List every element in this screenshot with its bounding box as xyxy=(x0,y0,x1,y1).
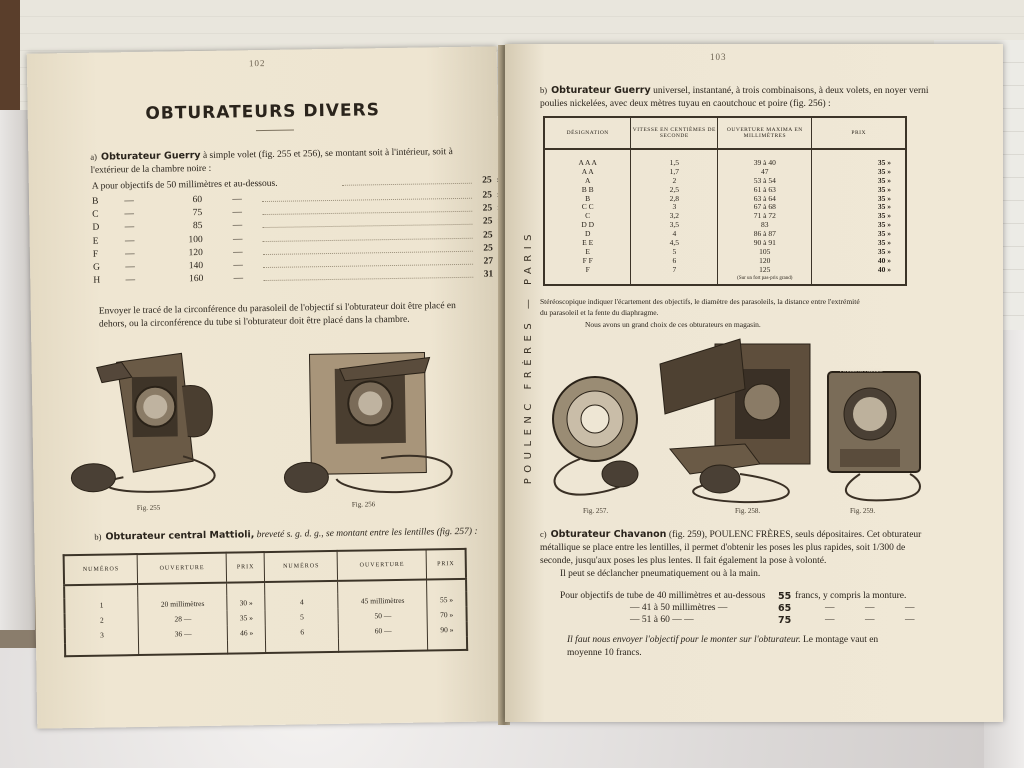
price-row: C — 75 — 25 xyxy=(92,203,493,220)
table-note: (Sur un fort pas-prix grand) xyxy=(718,275,812,285)
table-header-row xyxy=(544,117,906,149)
fig-255-caption: Fig. 255 xyxy=(136,503,161,513)
price-row: D — 85 — 25 xyxy=(92,216,493,234)
table-cell: F xyxy=(544,266,631,275)
table-row xyxy=(544,186,906,195)
table-cell: B B xyxy=(544,186,631,195)
shutter-fig-257-illustration xyxy=(540,374,655,504)
table-cell: 30 » xyxy=(227,595,266,611)
table-cell: 2 xyxy=(65,612,139,628)
guerry-simple-intro: a) Obturateur Guerry à simple volet (fig. 255 et 256), se montant soit à l'intérieur, soit à l'extérieur de la chambre noire : xyxy=(90,147,453,176)
table-cell: 67 à 68 xyxy=(718,203,812,212)
guerry-price-table xyxy=(543,116,907,286)
price-row: A pour objectifs de 50 millimètres et au-dessous. 25 xyxy=(91,175,492,192)
table-cell: B xyxy=(544,195,631,204)
table-cell: 3 xyxy=(631,203,718,212)
table-row xyxy=(544,248,906,257)
table-cell: 53 à 54 xyxy=(718,177,812,186)
fig-259-caption: Fig. 259. xyxy=(850,507,876,515)
fig-256-caption: Fig. 256 xyxy=(351,500,376,509)
price-row: — 41 à 50 millimètres — 65 — — — xyxy=(630,603,915,614)
table-cell: 4 xyxy=(265,594,338,610)
table-cell: A A xyxy=(544,168,631,177)
table-cell: D D xyxy=(544,221,631,230)
fig-258-caption: Fig. 258. xyxy=(735,507,761,515)
table-cell: 61 à 63 xyxy=(718,186,812,195)
table-row xyxy=(544,230,906,239)
table-cell: 4 xyxy=(631,230,718,239)
shutter-fig-258-illustration xyxy=(650,334,820,504)
table-cell: 50 — xyxy=(338,608,427,624)
table-cell: 125 xyxy=(718,266,812,275)
table-cell: 71 à 72 xyxy=(718,212,812,221)
table-cell: F F xyxy=(544,257,631,266)
col-header-ouverture: OUVERTURE MAXIMA EN MILLIMÈTRES xyxy=(718,117,812,149)
table-cell: E E xyxy=(544,239,631,248)
table-cell: 2,5 xyxy=(631,186,718,195)
table-cell: 6 xyxy=(266,624,339,640)
table-cell: 86 à 87 xyxy=(718,230,812,239)
table-cell: 35 » xyxy=(227,610,266,626)
table-cell: 35 » xyxy=(812,239,906,248)
table-cell: 4,5 xyxy=(631,239,718,248)
price-row: G — 140 — 27 xyxy=(93,256,494,273)
stereo-note: Stéréoscopique indiquer l'écartement des objectifs, le diamètre des parasoleils, la distance entre l'extrémité du parasoleil et la fente du diaphragme. xyxy=(540,297,860,317)
table-cell: 39 à 40 xyxy=(718,159,812,168)
table-cell: E xyxy=(544,248,631,257)
table-cell: 6 xyxy=(631,257,718,266)
col-header-designation: DÉSIGNATION xyxy=(544,117,631,149)
table-cell: 90 » xyxy=(427,622,466,638)
table-cell: 36 — xyxy=(139,626,228,642)
table-cell: 120 xyxy=(718,257,812,266)
table-cell: 35 » xyxy=(812,221,906,230)
table-row xyxy=(544,257,906,266)
col-header-vitesse: VITESSE EN CENTIÈMES DE SECONDE xyxy=(631,117,718,149)
table-cell: 35 » xyxy=(812,195,906,204)
col-header-prix: PRIX xyxy=(812,117,906,149)
price-row: Pour objectifs de tube de 40 millimètres et au-dessous 55 francs, y compris la monture. xyxy=(560,591,907,602)
table-cell: C xyxy=(544,212,631,221)
table-cell: 35 » xyxy=(812,248,906,257)
table-cell: 5 xyxy=(265,609,338,625)
table-cell: 45 millimètres xyxy=(338,593,427,609)
table-cell: 60 — xyxy=(339,623,428,639)
table-note-row xyxy=(544,275,906,285)
table-row xyxy=(544,239,906,248)
table-cell: 40 » xyxy=(812,257,906,266)
col-header-ouverture-2: OUVERTURE xyxy=(337,550,426,581)
price-row: — 51 à 60 — — 75 — — — xyxy=(630,615,915,626)
mattioli-intro: b) Obturateur central Mattioli, breveté s. g. d. g., se montant entre les lentilles (fig. 257) : xyxy=(94,526,478,543)
left-page xyxy=(27,46,508,728)
col-header-prix: PRIX xyxy=(226,552,265,583)
table-cell: 7 xyxy=(631,266,718,275)
table-row xyxy=(544,266,906,275)
table-cell: 83 xyxy=(718,221,812,230)
price-row: H — 160 — 31 xyxy=(93,269,494,286)
price-row: E — 100 — 25 xyxy=(92,230,493,247)
table-cell: 55 » xyxy=(427,592,466,608)
table-row xyxy=(544,177,906,186)
table-cell: A A A xyxy=(544,159,631,168)
price-row: B — 60 — 25 xyxy=(91,190,493,207)
table-cell: 35 » xyxy=(812,186,906,195)
price-row: F — 120 — 25 xyxy=(92,243,493,260)
table-cell: 35 » xyxy=(812,230,906,239)
table-cell: 3 xyxy=(65,627,139,643)
table-cell: C C xyxy=(544,203,631,212)
table-row xyxy=(544,221,906,230)
table-cell: 3,2 xyxy=(631,212,718,221)
table-cell: 1,7 xyxy=(631,168,718,177)
guerry-universal-intro: b) Obturateur Guerry universel, instantané, à trois combinaisons, à deux volets, en noyer verni poulies nickelées, avec deux mètres tuyau en caoutchouc et poire (fig. 256) : xyxy=(540,85,929,109)
table-row xyxy=(544,195,906,204)
table-cell: 1,5 xyxy=(631,159,718,168)
mattioli-price-table xyxy=(63,548,469,657)
fig-259-nameplate: POULENC FRÈRES xyxy=(840,369,883,374)
right-page xyxy=(505,44,1003,722)
shutter-fig-259-illustration xyxy=(820,364,930,504)
table-cell: 40 » xyxy=(812,266,906,275)
table-cell: 3,5 xyxy=(631,221,718,230)
stock-note: Nous avons un grand choix de ces obturateurs en magasin. xyxy=(585,320,761,329)
table-cell: 20 millimètres xyxy=(138,596,227,612)
table-cell: 35 » xyxy=(812,177,906,186)
title-rule xyxy=(256,130,294,132)
table-row xyxy=(544,212,906,221)
fig-257-caption: Fig. 257. xyxy=(583,507,609,515)
page-number: 102 xyxy=(248,57,266,69)
table-row xyxy=(544,168,906,177)
table-cell: 28 — xyxy=(138,611,227,627)
table-cell: 1 xyxy=(64,597,138,613)
table-cell: 70 » xyxy=(427,607,466,623)
chavanon-closing: Il faut nous envoyer l'objectif pour le monter sur l'obturateur. Le montage vaut en moyenne 10 francs. xyxy=(567,635,879,658)
table-cell: 63 à 64 xyxy=(718,195,812,204)
col-header-prix-2: PRIX xyxy=(426,549,466,580)
table-cell: D xyxy=(544,230,631,239)
table-cell: 2,8 xyxy=(631,195,718,204)
guerry-note: Envoyer le tracé de la circonférence du parasoleil de l'objectif si l'obturateur doit être placé en dehors, ou la circonférence du tube si l'obturateur doit être placé dans la chambre. xyxy=(98,301,456,330)
table-cell: 105 xyxy=(718,248,812,257)
table-cell: 35 » xyxy=(812,168,906,177)
col-header-numeros-2: NUMÉROS xyxy=(265,551,338,582)
page-title: OBTURATEURS DIVERS xyxy=(145,100,381,124)
col-header-numeros: NUMÉROS xyxy=(64,554,138,585)
table-row xyxy=(544,203,906,212)
chavanon-intro: c) Obturateur Chavanon (fig. 259), POULENC FRÈRES, seuls dépositaires. Cet obturateur métallique se place entre les lentilles, il permet d'obtenir les poses les plus rapides, soit 1/300 de seconde, jusqu'aux poses les plus lentes. Il fait également la pose à volonté. Il peut se déclancher pneumatiquement ou à la main. xyxy=(540,529,922,579)
table-cell: 35 » xyxy=(812,203,906,212)
table-cell: 35 » xyxy=(812,212,906,221)
table-row xyxy=(544,159,906,168)
shutter-fig-255-illustration xyxy=(61,350,263,498)
table-cell: A xyxy=(544,177,631,186)
table-cell: 5 xyxy=(631,248,718,257)
chavanon-price-list xyxy=(560,590,980,626)
table-cell: 90 à 91 xyxy=(718,239,812,248)
spine-text: POULENC FRÈRES — PARIS xyxy=(523,229,534,485)
guerry-price-rows xyxy=(92,190,513,289)
col-header-ouverture: OUVERTURE xyxy=(137,553,226,584)
table-cell: 35 » xyxy=(812,159,906,168)
table-cell: 2 xyxy=(631,177,718,186)
table-cell: 47 xyxy=(718,168,812,177)
shutter-fig-256-illustration xyxy=(279,347,481,500)
page-number: 103 xyxy=(710,52,727,62)
table-cell: 46 » xyxy=(227,625,266,641)
